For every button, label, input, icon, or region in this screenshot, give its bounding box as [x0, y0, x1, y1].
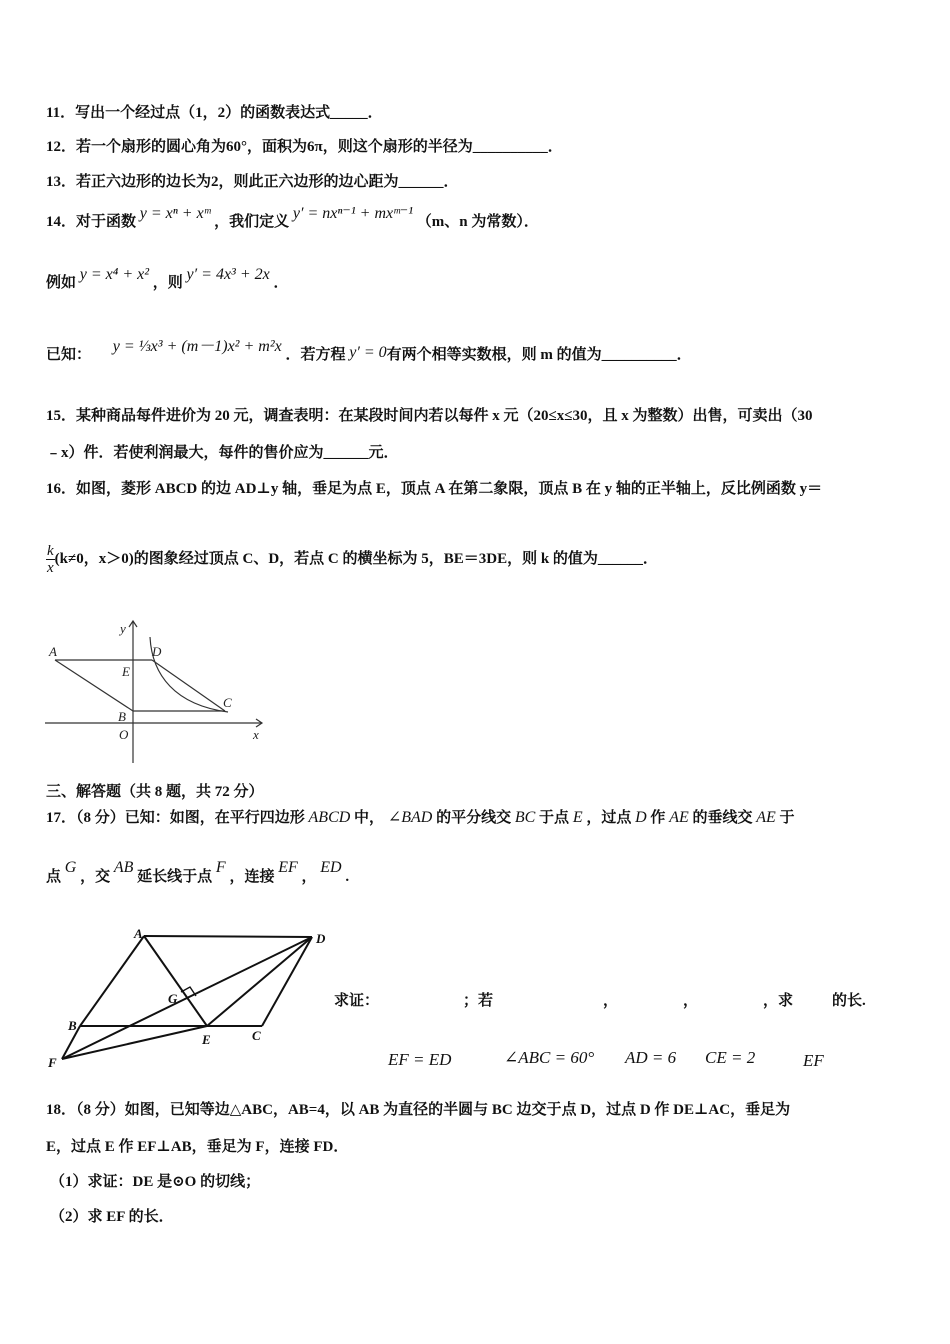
- question-14-example: [46, 266, 289, 293]
- q17-text-10: ，交: [80, 869, 111, 885]
- q17-prove-label: 求证：: [334, 993, 380, 1009]
- q17-if-label: ；若: [463, 993, 494, 1009]
- q17-text-5: ，过点: [586, 810, 632, 826]
- q14-given-equation: y′ = 0: [349, 344, 387, 361]
- q17-length-tail: 的长.: [832, 993, 866, 1009]
- question-18-sub2: （2）求 EF 的长．: [50, 1209, 174, 1225]
- label-f: F: [48, 1055, 57, 1070]
- q17-ab: AB: [113, 859, 134, 876]
- q14-define: ，我们定义: [214, 214, 290, 230]
- question-17-line1: [46, 808, 795, 828]
- q17-text-3: 的平分线交: [436, 810, 512, 826]
- q17-d: D: [635, 809, 647, 826]
- q16-fraction: [46, 543, 55, 576]
- q14-example-function: y = x⁴ + x²: [79, 266, 150, 283]
- q14-tail: （m、n 为常数）．: [416, 214, 539, 230]
- q17-text-2: 中，: [354, 810, 385, 826]
- side-ad: [144, 936, 312, 937]
- label-y: y: [120, 621, 126, 636]
- label-d: D: [152, 644, 162, 659]
- q14-example-mid: ，则: [152, 275, 183, 291]
- q17-comma-2: ，: [683, 993, 699, 1009]
- label-o: O: [119, 727, 129, 742]
- q17-bc: BC: [514, 809, 536, 826]
- q14-example-derivative: y′ = 4x³ + 2x: [186, 266, 270, 283]
- bisector-ae: [144, 936, 207, 1026]
- label-b: B: [118, 709, 126, 724]
- section-3-heading: 三、解答题（共 8 题，共 72 分）: [46, 784, 264, 800]
- q17-text-8: 于: [779, 810, 795, 826]
- question-17-line2: [46, 859, 350, 887]
- question-15-line2: ﹣x）件．若使利润最大，每件的售价应为______元．: [46, 445, 399, 461]
- q14-given-mid: ．若方程: [285, 347, 346, 363]
- q14-lead: 14．对于函数: [46, 214, 137, 230]
- label-a: A: [134, 926, 143, 941]
- line-fe: [62, 1026, 207, 1059]
- q17-comma-1: ，: [603, 993, 619, 1009]
- question-13: 13．若正六边形的边长为2，则此正六边形的边心距为______．: [46, 174, 459, 190]
- q17-angle-bad: ∠BAD: [387, 809, 433, 826]
- question-18-line1: 18．（8 分）如图，已知等边△ABC，AB=4，以 AB 为直径的半圆与 BC 边交于点 D，过点 D 作 DE⊥AC，垂足为: [46, 1102, 791, 1118]
- q17-text-7: 的垂线交: [692, 810, 753, 826]
- label-e: E: [122, 664, 130, 679]
- q17-text-9: 点: [46, 869, 62, 885]
- q14-example-lead: 例如: [46, 275, 77, 291]
- q17-find-label: ，求: [763, 993, 794, 1009]
- question-15-line1: 15．某种商品每件进价为 20 元，调查表明：在某段时间内若以每件 x 元（20≤x≤30，且 x 为整数）出售，可卖出（30: [46, 408, 813, 424]
- q17-prove-row: [334, 991, 379, 1011]
- side-cd: [262, 937, 312, 1026]
- q17-e: E: [572, 809, 583, 826]
- label-b: B: [68, 1018, 77, 1033]
- hyperbola-curve: [150, 637, 228, 712]
- label-x: x: [253, 727, 259, 742]
- question-18-line2: E，过点 E 作 EF⊥AB，垂足为 F，连接 FD．: [46, 1139, 349, 1155]
- label-d: D: [316, 931, 326, 946]
- q17-ae-1: AE: [669, 809, 689, 826]
- q17-f: F: [215, 859, 226, 876]
- q17-text-6: 作: [650, 810, 666, 826]
- q17-condition-angle-abc: ∠ABC = 60°: [504, 1048, 595, 1067]
- q16-text: (k≠0，x＞0)的图象经过顶点 C、D，若点 C 的横坐标为 5，BE＝3DE，则 k 的值为______．: [54, 550, 658, 567]
- q17-figure: [40, 925, 340, 1075]
- question-14-line1: [46, 205, 539, 232]
- q17-text-13: ，: [301, 869, 317, 885]
- q17-abcd: ABCD: [308, 809, 351, 826]
- question-11: 11．写出一个经过点（1，2）的函数表达式_____．: [46, 105, 383, 121]
- q17-text-14: .: [345, 869, 350, 885]
- question-16-line2: [46, 543, 658, 576]
- q17-g: G: [64, 859, 77, 876]
- q17-ed: ED: [320, 859, 342, 876]
- q17-text-11: 延长线于点: [137, 869, 213, 885]
- q14-function: y = xⁿ + xᵐ: [139, 205, 211, 222]
- q17-text-1: 17．（8 分）已知：如图，在平行四边形: [46, 810, 305, 826]
- q14-derivative: y′ = nxⁿ⁻¹ + mxᵐ⁻¹: [292, 205, 414, 222]
- side-ab: [80, 936, 144, 1026]
- q17-condition-ef-ed: EF = ED: [388, 1050, 452, 1069]
- label-g: G: [168, 991, 178, 1006]
- question-12: 12．若一个扇形的圆心角为60°，面积为6π，则这个扇形的半径为__________．: [46, 139, 563, 155]
- label-e: E: [202, 1032, 211, 1047]
- question-18-sub1: （1）求证：DE 是⊙O 的切线；: [50, 1174, 261, 1190]
- q14-given-lead: 已知：: [46, 347, 92, 363]
- q17-text-12: ，连接: [229, 869, 275, 885]
- q17-condition-ad: AD = 6: [625, 1048, 677, 1067]
- label-a: A: [49, 644, 57, 659]
- side-dc: [152, 660, 225, 711]
- q17-condition-ef: EF: [803, 1051, 824, 1070]
- q17-text-4: 于点: [539, 810, 570, 826]
- label-c: C: [223, 695, 232, 710]
- q17-ef: EF: [278, 859, 298, 876]
- q16-figure: [40, 615, 270, 765]
- question-16-line1: 16．如图，菱形 ABCD 的边 AD⊥y 轴，垂足为点 E，顶点 A 在第二象限，顶点 B 在 y 轴的正半轴上，反比例函数 y＝: [46, 481, 823, 497]
- q16-fraction-numerator: k: [47, 543, 54, 559]
- q14-given-tail: 有两个相等实数根，则 m 的值为__________．: [386, 347, 692, 363]
- question-14-given: [46, 338, 692, 365]
- label-c: C: [252, 1028, 261, 1043]
- q17-condition-ce: CE = 2: [705, 1048, 756, 1067]
- q17-ae-2: AE: [756, 809, 776, 826]
- q14-example-tail: ．: [273, 275, 289, 291]
- q16-fraction-denominator: x: [47, 560, 54, 576]
- q14-given-function: y = ⅓x³ + (m－1)x² + m²x: [112, 338, 282, 355]
